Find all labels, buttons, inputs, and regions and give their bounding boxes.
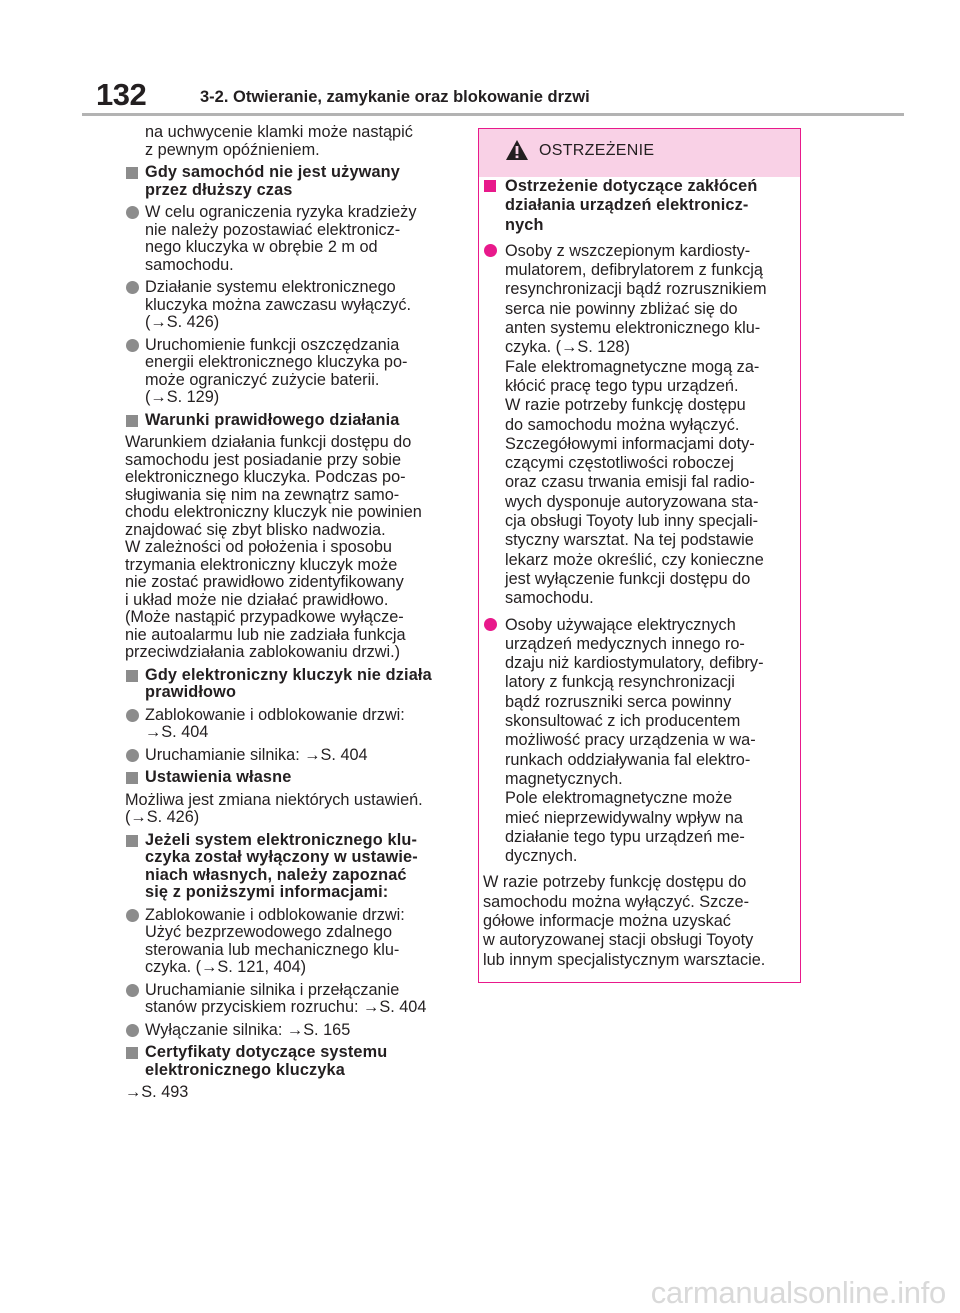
- bullet-text: Osoby używające elektrycznych urządzeń medycznych innego ro- dzaju niż kardiostymulatory, defibry- latory z funkcją resynchronizacji bądź rozruszniki serca powinny skonsultować z ich producentem możliwość pracy urządzenia w wa- runkach oddziaływania fal elektro- magnetycznych. Pole elektromagnetyczne może mieć nieprzewidywalny wpływ na działanie tego typu urządzeń me- dycznych.: [505, 615, 764, 866]
- heading-text: Certyfikaty dotyczące systemu elektronicznego kluczyka: [145, 1043, 388, 1079]
- bullet-item: [125, 279, 465, 332]
- bullet-text: Wyłączanie silnika: →S. 165: [145, 1020, 351, 1039]
- chapter-title: 3-2. Otwieranie, zamykanie oraz blokowanie drzwi: [200, 88, 590, 106]
- bullet-item: [483, 616, 797, 867]
- bullet-item: [125, 204, 465, 274]
- round-bullet-icon: [126, 984, 139, 997]
- paragraph: [125, 434, 465, 662]
- round-bullet-icon: [126, 1024, 139, 1037]
- section-heading: [125, 769, 465, 787]
- page-header: [96, 78, 866, 114]
- bullet-text: Zablokowanie i odblokowanie drzwi: Użyć bezprzewodowego zdalnego sterowania lub mechanicznego klu- czyka. (→S. 121, 404): [145, 905, 405, 976]
- paragraph: [125, 1084, 465, 1102]
- paragraph-text: Warunkiem działania funkcji dostępu do samochodu jest posiadanie przy sobie elektronicznego kluczyka. Podczas po- sługiwania się nim na zewnątrz samo- chodu elektroniczny kluczyk nie powinien znajdować się zbyt blisko nadwozia. W zależności od położenia i sposobu trzymania elektroniczny kluczyk może nie zostać prawidłowo zidentyfikowany i układ może nie działać prawidłowo. (Może nastąpić przypadkowe wyłącze- nie autoalarmu lub nie zadziała funkcja przeciwdziałania zablokowaniu drzwi.): [125, 433, 422, 661]
- heading-text: Warunki prawidłowego działania: [145, 410, 400, 429]
- round-bullet-icon: [126, 909, 139, 922]
- round-bullet-icon: [126, 709, 139, 722]
- paragraph: [483, 873, 797, 969]
- square-bullet-icon: [126, 167, 138, 179]
- paragraph-text: W razie potrzeby funkcję dostępu do samochodu można wyłączyć. Szcze- gółowe informacje można uzyskać w autoryzowanej stacji obsługi Toyoty lub innym specjalistycznym warsztacie.: [483, 873, 766, 969]
- square-bullet-icon: [126, 772, 138, 784]
- page-number: 132: [96, 77, 147, 112]
- section-heading: [125, 412, 465, 430]
- paragraph-text: →S. 493: [125, 1083, 189, 1101]
- bullet-text: Uruchamianie silnika i przełączanie stanów przyciskiem rozruchu: →S. 404: [145, 980, 427, 1016]
- square-bullet-icon: [126, 670, 138, 682]
- round-bullet-icon: [126, 206, 139, 219]
- paragraph-text: na uchwycenie klamki może nastąpić z pewnym opóźnieniem.: [145, 123, 413, 159]
- header-divider: [82, 113, 904, 116]
- square-bullet-icon: [126, 1047, 138, 1059]
- round-bullet-icon: [126, 339, 139, 352]
- bullet-text: Działanie systemu elektronicznego kluczyka można zawczasu wyłączyć. (→S. 426): [145, 278, 412, 331]
- paragraph: [145, 124, 465, 159]
- section-heading: [125, 667, 465, 702]
- heading-text: Ustawienia własne: [145, 768, 292, 786]
- round-bullet-icon: [126, 749, 139, 762]
- warning-header: [479, 129, 800, 177]
- bullet-item: [125, 337, 465, 407]
- warning-box: [478, 128, 801, 983]
- heading-text: Gdy samochód nie jest używany przez dłuższy czas: [145, 163, 400, 199]
- bullet-item: [483, 242, 797, 609]
- heading-text: Jeżeli system elektronicznego klu- czyka został wyłączony w ustawie- niach własnych, należy zapoznać się z poniższymi informacjami:: [145, 830, 418, 901]
- section-heading: [125, 1044, 465, 1079]
- warning-body: [483, 177, 797, 970]
- bullet-item: [125, 982, 465, 1017]
- bullet-item: [125, 707, 465, 742]
- warning-triangle-icon: [505, 139, 529, 161]
- section-heading: [483, 177, 797, 235]
- bullet-text: Uruchamianie silnika: →S. 404: [145, 745, 368, 764]
- section-heading: [125, 164, 465, 199]
- left-column: [125, 124, 465, 1107]
- round-bullet-icon: [484, 618, 497, 631]
- section-heading: [125, 832, 465, 902]
- warning-title: OSTRZEŻENIE: [539, 142, 655, 159]
- square-bullet-icon: [484, 180, 496, 192]
- paragraph-text: Możliwa jest zmiana niektórych ustawień. (→S. 426): [125, 790, 423, 826]
- bullet-text: W celu ograniczenia ryzyka kradzieży nie należy pozostawiać elektronicz- nego kluczyka w obrębie 2 m od samochodu.: [145, 203, 417, 274]
- paragraph: [125, 792, 465, 827]
- bullet-item: [125, 1022, 465, 1040]
- bullet-text: Zablokowanie i odblokowanie drzwi: →S. 404: [145, 705, 405, 741]
- square-bullet-icon: [126, 415, 138, 427]
- round-bullet-icon: [484, 244, 497, 257]
- bullet-item: [125, 907, 465, 977]
- bullet-text: Uruchomienie funkcji oszczędzania energii elektronicznego kluczyka po- może ograniczyć zużycie baterii. (→S. 129): [145, 335, 408, 406]
- round-bullet-icon: [126, 281, 139, 294]
- heading-text: Gdy elektroniczny kluczyk nie działa prawidłowo: [145, 665, 432, 701]
- watermark: carmanualsonline.info: [650, 1275, 946, 1310]
- heading-text: Ostrzeżenie dotyczące zakłóceń działania urządzeń elektronicz- nych: [505, 177, 758, 234]
- square-bullet-icon: [126, 835, 138, 847]
- bullet-text: Osoby z wszczepionym kardiosty- mulatorem, defibrylatorem z funkcją resynchronizacji bądź rozrusznikiem serca nie powinny zbliżać się do anten systemu elektronicznego klu- czyka. (→S. 128) Fale elektromagnetyczne mogą za- kłócić pracę tego typu urządzeń. W razie potrzeby funkcję dostępu do samochodu można wyłączyć. Szczegółowymi informacjami doty- czącymi częstotliwości roboczej oraz czasu trwania emisji fal radio- wych dysponuje autoryzowana sta- cja obsługi Toyoty lub inny specjali- styczny warsztat. Na tej podstawie lekarz może określić, czy konieczne jest wyłączenie funkcji dostępu do samochodu.: [505, 241, 767, 608]
- bullet-item: [125, 747, 465, 765]
